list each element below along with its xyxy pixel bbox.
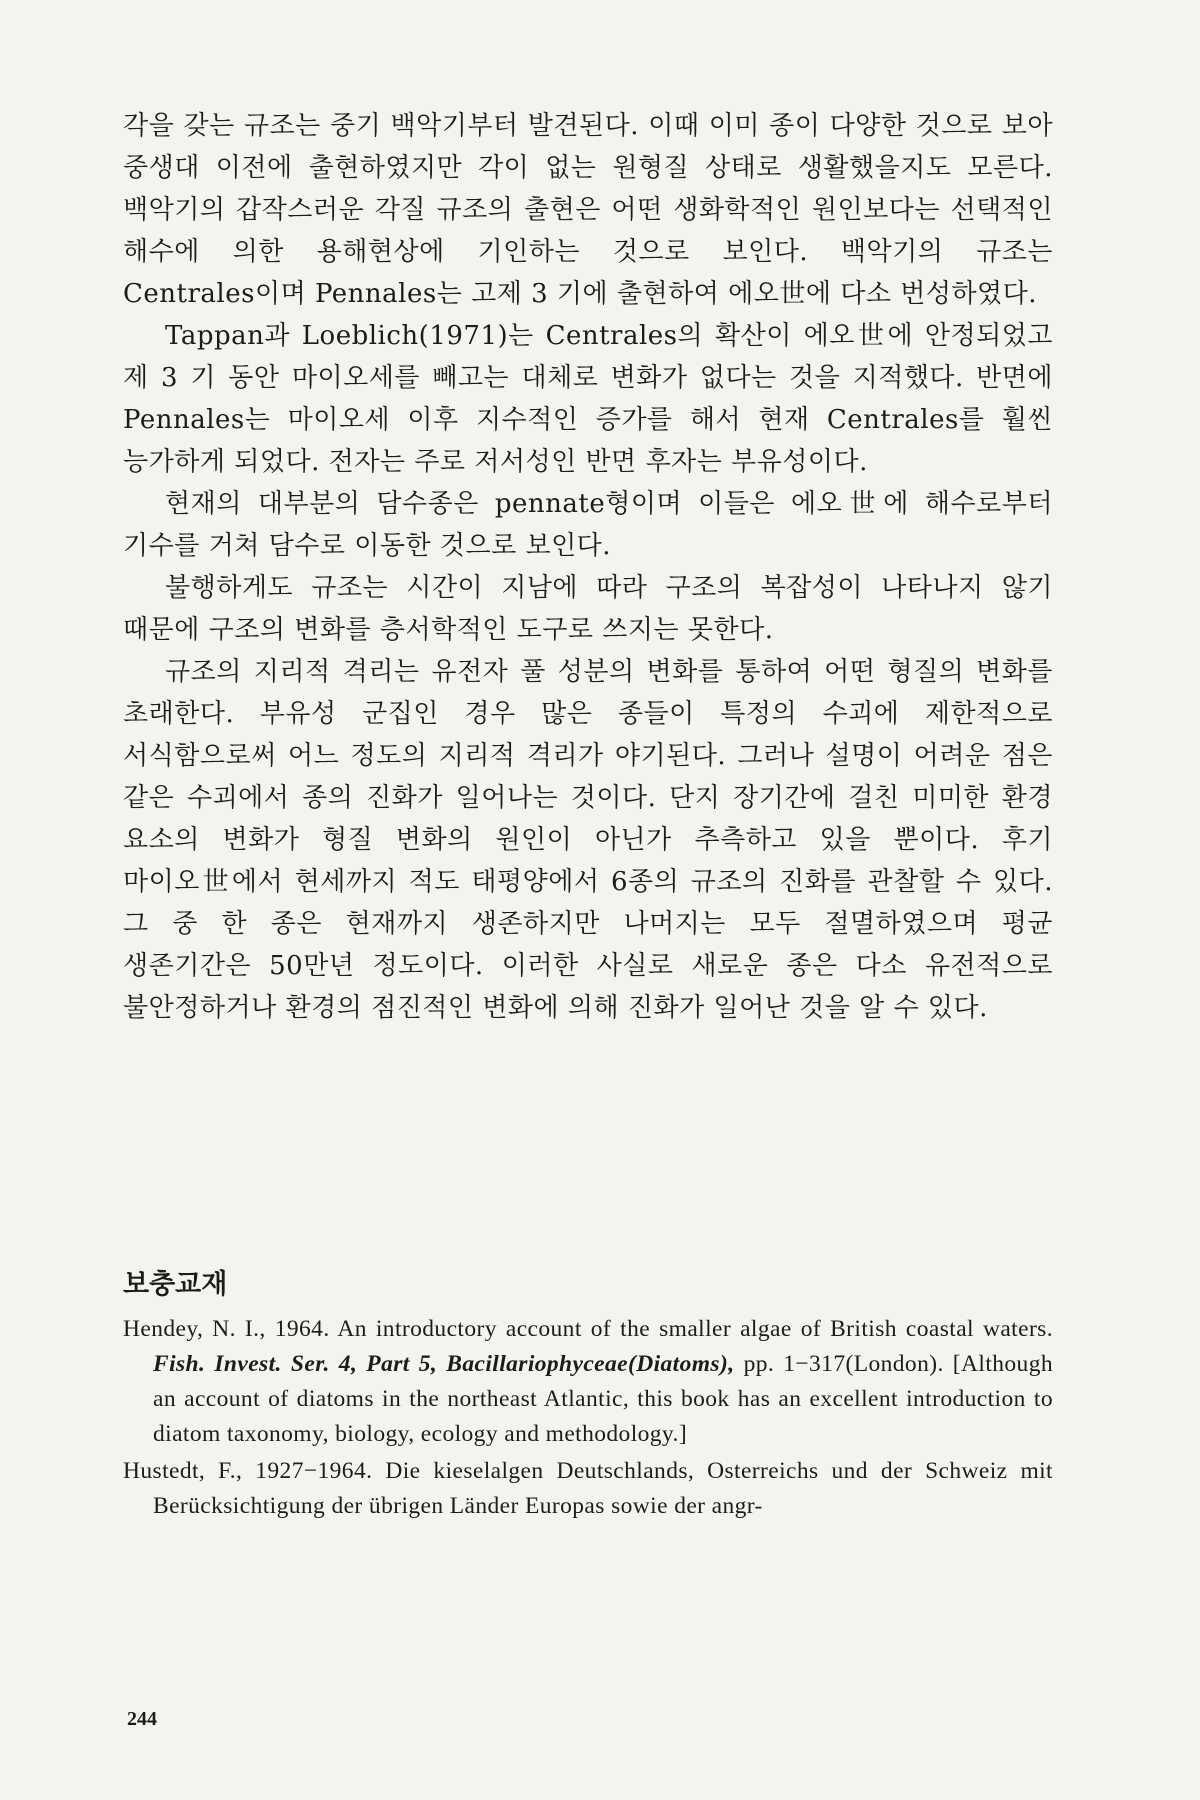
- paragraph: 현재의 대부분의 담수종은 pennate형이며 이들은 에오世에 해수로부터 기수를 거쳐 담수로 이동한 것으로 보인다.: [123, 489, 1053, 561]
- paragraph: 각을 갖는 규조는 중기 백악기부터 발견된다. 이때 이미 종이 다양한 것으로 보아 중생대 이전에 출현하였지만 각이 없는 원형질 상태로 생활했을지도 모른다. 백악기의 갑작스러운 각질 규조의 출현은 어떤 생화학적인 원인보다는 선택적인 해수에 의한 용해현상에 기인하는 것으로 보인다. 백악기의 규조는 Centrales이며 Pennales는 고제 3 기에 출현하여 에오世에 다소 번성하였다.: [123, 111, 1053, 309]
- reference-entry: [123, 1454, 1053, 1524]
- reference-journal: Fish. Invest. Ser. 4, Part 5, Bacillariophyceae(Diatoms),: [153, 1351, 735, 1377]
- page-number: 244: [127, 1708, 157, 1730]
- reference-tail: pp. 1−317(London). [Although an account of diatoms in the northeast Atlantic, this book has an excellent introduction to diatom taxonomy, biology, ecology and methodology.]: [153, 1351, 1054, 1447]
- reference-list: [123, 1312, 1053, 1524]
- section-heading: 보충교재: [123, 1269, 228, 1300]
- paragraph: 규조의 지리적 격리는 유전자 풀 성분의 변화를 통하여 어떤 형질의 변화를 초래한다. 부유성 군집인 경우 많은 종들이 특정의 수괴에 제한적으로 서식함으로써 어느 정도의 지리적 격리가 야기된다. 그러나 설명이 어려운 점은 같은 수괴에서 종의 진화가 일어나는 것이다. 단지 장기간에 걸친 미미한 환경 요소의 변화가 형질 변화의 원인이 아닌가 추측하고 있을 뿐이다. 후기 마이오世에서 현세까지 적도 태평양에서 6종의 규조의 진화를 관찰할 수 있다. 그 중 한 종은 현재까지 생존하지만 나머지는 모두 절멸하였으며 평균 생존기간은 50만년 정도이다. 이러한 사실로 새로운 종은 다소 유전적으로 불안정하거나 환경의 점진적인 변화에 의해 진화가 일어난 것을 알 수 있다.: [123, 657, 1053, 1023]
- reference-lead: Hustedt, F., 1927−1964. Die kieselalgen Deutschlands, Osterreichs und der Schweiz mit Berücksichtigung der übrigen Länder Europas sowie der angr-: [123, 1458, 1053, 1519]
- reference-entry: [123, 1312, 1053, 1452]
- paragraph: Tappan과 Loeblich(1971)는 Centrales의 확산이 에오世에 안정되었고 제 3 기 동안 마이오세를 빼고는 대체로 변화가 없다는 것을 지적했다. 반면에 Pennales는 마이오세 이후 지수적인 증가를 해서 현재 Centrales를 훨씬 능가하게 되었다. 전자는 주로 저서성인 반면 후자는 부유성이다.: [123, 321, 1053, 477]
- reference-lead: Hendey, N. I., 1964. An introductory account of the smaller algae of British coastal waters.: [123, 1316, 1053, 1342]
- paragraph: 불행하게도 규조는 시간이 지남에 따라 구조의 복잡성이 나타나지 않기 때문에 구조의 변화를 층서학적인 도구로 쓰지는 못한다.: [123, 573, 1053, 645]
- body-text: [123, 105, 1053, 1029]
